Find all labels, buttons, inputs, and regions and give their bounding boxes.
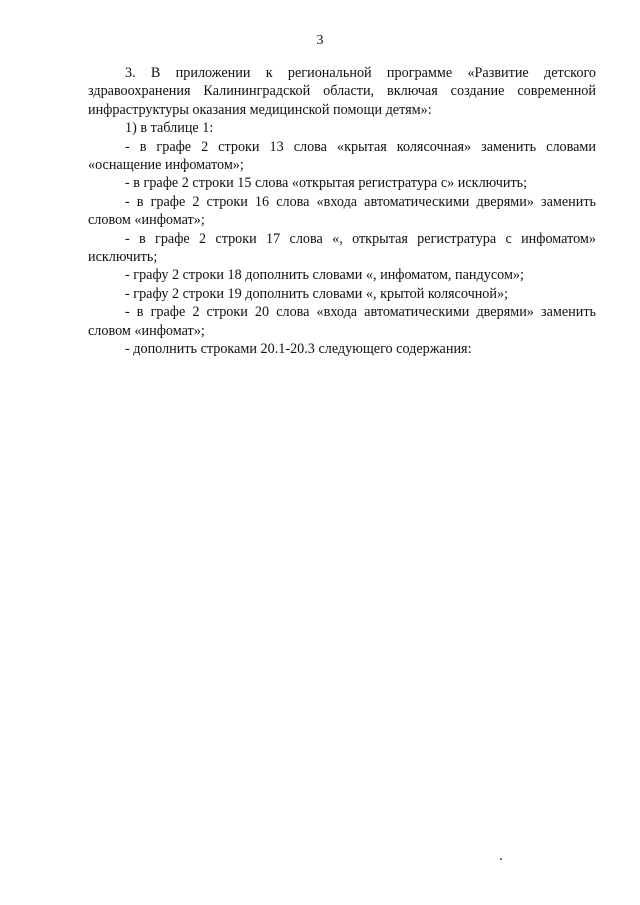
page-number: 3: [316, 33, 324, 48]
paragraph-intro: 3. В приложении к региональной программе «Развитие детского здравоохранения Калининградской области, включая создание современной инфраструктуры оказания медицинской помощи детям»:: [88, 65, 596, 118]
paragraph-row-20: - в графе 2 строки 20 слова «входа автоматическими дверями» заменить словом «инфомат»;: [88, 304, 596, 339]
paragraph-row-15: - в графе 2 строки 15 слова «открытая регистратура с» исключить;: [125, 175, 528, 192]
paragraph-row-17: - в графе 2 строки 17 слова «, открытая регистратура с инфоматом» исключить;: [88, 230, 596, 266]
paragraph-table-1: 1) в таблице 1:: [125, 120, 214, 137]
scan-speck: [500, 858, 502, 860]
document-body: [88, 64, 596, 359]
paragraph-add-rows: - дополнить строками 20.1-20.3 следующего содержания:: [125, 341, 472, 358]
paragraph-row-18: - графу 2 строки 18 дополнить словами «, инфоматом, пандусом»;: [125, 267, 524, 284]
paragraph-row-13: - в графе 2 строки 13 слова «крытая колясочная» заменить словами «оснащение инфоматом»;: [88, 138, 596, 174]
paragraph-row-19: - графу 2 строки 19 дополнить словами «, крытой колясочной»;: [125, 285, 509, 302]
paragraph-row-16: - в графе 2 строки 16 слова «входа автоматическими дверями» заменить словом «инфомат»;: [88, 193, 596, 229]
